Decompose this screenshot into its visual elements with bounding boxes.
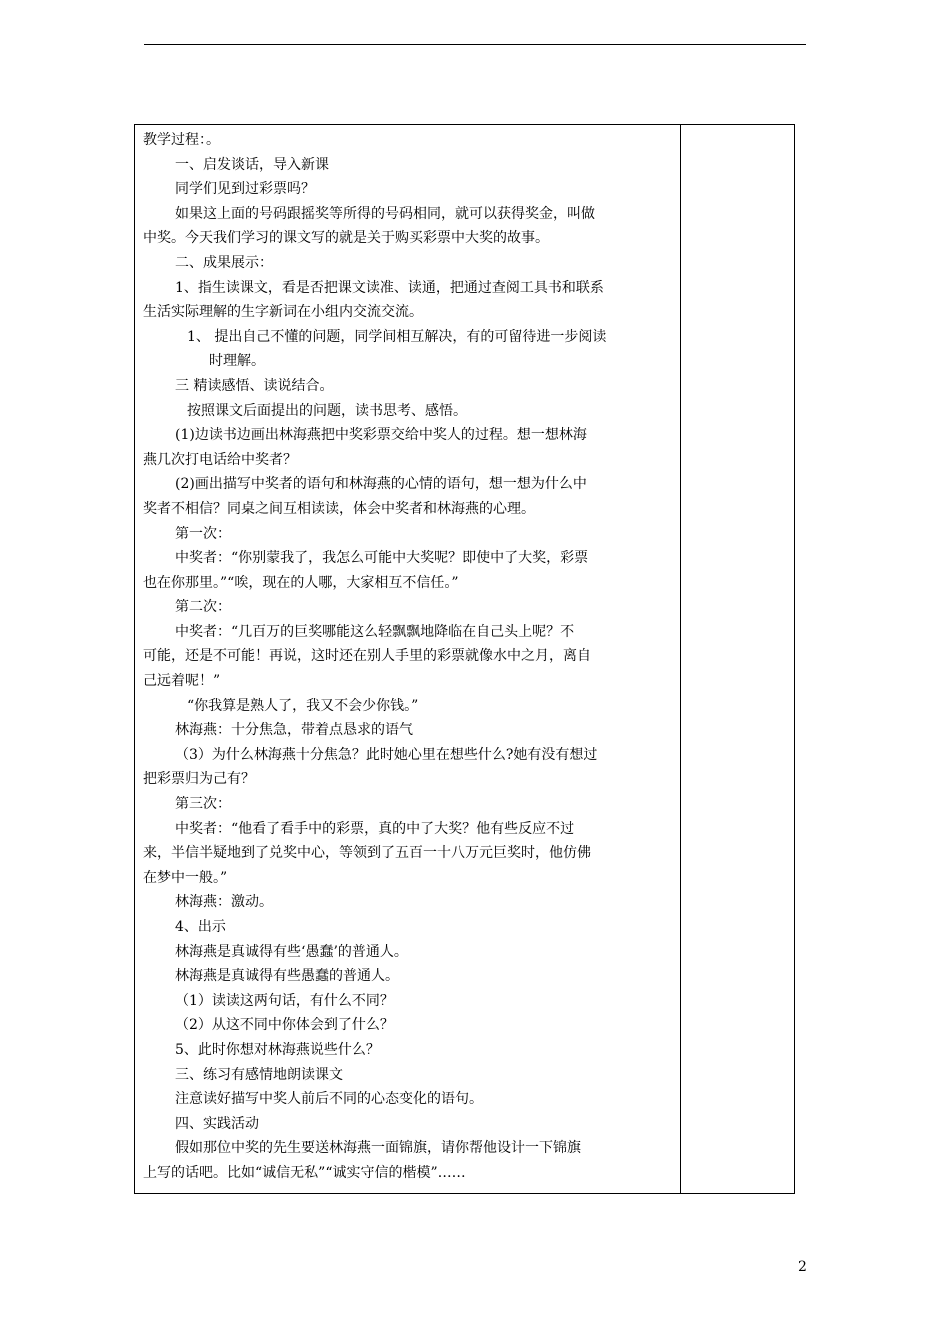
text-line: 林海燕是真诚得有些‘愚蠢’的普通人。 bbox=[175, 943, 408, 960]
text-line: 林海燕：激动。 bbox=[175, 894, 273, 911]
text-line: 第一次： bbox=[175, 525, 231, 542]
text-line: 注意读好描写中奖人前后不同的心态变化的语句。 bbox=[175, 1091, 483, 1108]
text-line: 中奖者：“几百万的巨奖哪能这么轻飘飘地降临在自己头上呢？不 bbox=[175, 623, 575, 640]
text-line: 在梦中一般。” bbox=[143, 869, 228, 886]
text-line: 假如那位中奖的先生要送林海燕一面锦旗，请你帮他设计一下锦旗 bbox=[175, 1140, 581, 1157]
text-line: 中奖者：“他看了看手中的彩票，真的中了大奖？他有些反应不过 bbox=[175, 820, 575, 837]
text-line: 第二次： bbox=[175, 599, 231, 616]
table-column-divider bbox=[680, 124, 681, 1194]
text-line: 燕几次打电话给中奖者？ bbox=[143, 451, 297, 468]
text-line: 中奖者：“你别蒙我了，我怎么可能中大奖呢？即使中了大奖，彩票 bbox=[175, 550, 589, 567]
text-line: 可能，还是不可能！再说，这时还在别人手里的彩票就像水中之月，离自 bbox=[143, 648, 591, 665]
text-line: （1）读读这两句话，有什么不同？ bbox=[175, 992, 394, 1009]
text-line: 二、成果展示： bbox=[175, 254, 273, 271]
text-line: 第三次： bbox=[175, 796, 231, 813]
text-line: 己远着呢！” bbox=[143, 673, 221, 690]
text-line: 教学过程：。 bbox=[143, 132, 220, 148]
text-line: 生活实际理解的生字新词在小组内交流交流。 bbox=[143, 304, 423, 321]
text-line: 林海燕是真诚得有些愚蠢的普通人。 bbox=[175, 968, 399, 985]
text-line: 1、 提出自己不懂的问题，同学间相互解决，有的可留待进一步阅读 bbox=[187, 328, 607, 345]
text-line: (1)边读书边画出林海燕把中奖彩票交给中奖人的过程。想一想林海 bbox=[175, 427, 587, 444]
text-line: 上写的话吧。比如“诚信无私”“诚实守信的楷模”…… bbox=[143, 1164, 466, 1181]
text-line: 一、启发谈话，导入新课 bbox=[175, 156, 329, 173]
text-line: 四、实践活动 bbox=[175, 1115, 259, 1132]
text-line: 同学们见到过彩票吗？ bbox=[175, 181, 315, 198]
text-line: 按照课文后面提出的问题，读书思考、感悟。 bbox=[187, 402, 467, 419]
text-line: 也在你那里。”“唉，现在的人哪，大家相互不信任。” bbox=[143, 574, 459, 591]
text-line: 1、指生读课文，看是否把课文读准、读通，把通过查阅工具书和联系 bbox=[175, 279, 604, 296]
text-line: 奖者不相信？同桌之间互相读读，体会中奖者和林海燕的心理。 bbox=[143, 500, 535, 517]
text-line: “你我算是熟人了，我又不会少你钱。” bbox=[187, 697, 419, 714]
lesson-content bbox=[143, 128, 675, 1186]
text-line: 时理解。 bbox=[209, 353, 265, 370]
text-line: 林海燕：十分焦急，带着点恳求的语气 bbox=[175, 722, 413, 739]
text-line: (2)画出描写中奖者的语句和林海燕的心情的语句，想一想为什么中 bbox=[175, 476, 587, 493]
text-line: 来，半信半疑地到了兑奖中心，等领到了五百一十八万元巨奖时，他仿佛 bbox=[143, 845, 591, 862]
text-line: 三 精读感悟、读说结合。 bbox=[175, 377, 334, 394]
text-line: 如果这上面的号码跟摇奖等所得的号码相同，就可以获得奖金，叫做 bbox=[175, 205, 595, 222]
text-line: 把彩票归为己有？ bbox=[143, 771, 255, 788]
text-line: 5、此时你想对林海燕说些什么？ bbox=[175, 1041, 380, 1058]
text-line: 三、练习有感情地朗读课文 bbox=[175, 1066, 343, 1083]
text-line: （2）从这不同中你体会到了什么？ bbox=[175, 1017, 394, 1034]
text-line: 4、出示 bbox=[175, 919, 226, 935]
header-rule bbox=[144, 44, 806, 45]
text-line: 中奖。今天我们学习的课文写的就是关于购买彩票中大奖的故事。 bbox=[143, 230, 549, 247]
page-number: 2 bbox=[798, 1259, 807, 1275]
text-line: （3）为什么林海燕十分焦急？此时她心里在想些什么?她有没有想过 bbox=[175, 746, 598, 763]
